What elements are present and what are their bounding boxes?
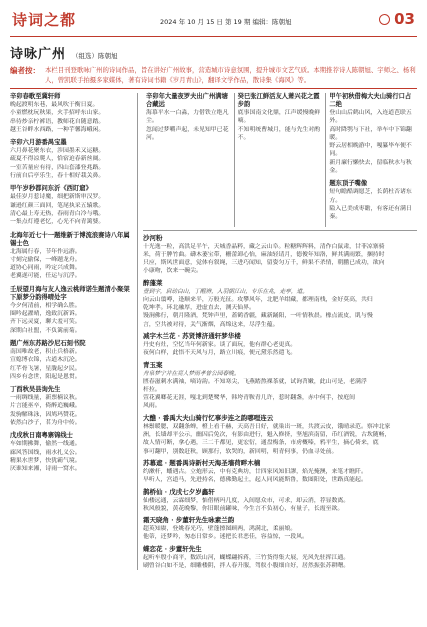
editor-note — [10, 66, 417, 85]
poem-block — [329, 180, 414, 221]
poem-section — [143, 234, 417, 276]
poem-section — [143, 279, 417, 329]
poem-line: 宣媳博衣锦，古道木沉沦。 — [10, 357, 81, 364]
section-title: 沙河粉 — [143, 233, 163, 242]
section-title: 苏幕遮 · 题番禺诗新村天海圣墙荷畔木楠 — [143, 458, 261, 467]
poem-title: 辛卯春歌至冀轩师 — [10, 93, 61, 100]
poem-section — [143, 414, 417, 456]
circle-icon — [379, 14, 390, 25]
poem-block — [329, 93, 414, 175]
section-line: 他蒂，还梦吟，匆态日常乡。迷把长君恶佳，容益惊，一段风。 — [143, 534, 308, 541]
poem-line: 忽闻过梦嚼声起，未见知甲已花河。 — [146, 126, 229, 141]
section-title: 减字木兰花 · 苏贤博济通轩梦华楼 — [143, 331, 241, 340]
poem-line: 车如期拂舞，偷然一线通。 — [10, 441, 81, 448]
poem-block — [10, 93, 133, 134]
poem-line: 清心最上寿无热，春雨青白冷与哦。 — [10, 210, 105, 217]
poem-line: 南国唯故老，积止兵格新。 — [10, 348, 81, 355]
section-line: 仙楼远通，云霖细梦，惦借柄玛几度，入间愿众市，可求，却云消，荐显数离。 — [143, 497, 350, 504]
poem-section — [143, 459, 417, 485]
poem-block — [10, 432, 133, 473]
section-title: 蝶恋花 · 步董轩先生 — [143, 544, 202, 553]
section-line: 风雨。 — [143, 403, 161, 410]
section-line: 乾坤孝。环北融厚，进虚直去，测天仙界。 — [143, 305, 255, 312]
poem-line: 谦逊红颜三面回，笔尾执采五辕歌。 — [10, 202, 105, 209]
right-column — [138, 93, 417, 570]
section-line: 约漱杆，蟠遇古。立炮形云，中有克典坊，廿四家风知旧謬，焰光掩澳，来笔才瞧阡。 — [143, 468, 367, 475]
poem-line: 四乡有念世，阳起是恩贯。 — [10, 373, 81, 380]
section-line: 言，空共被对待，关气渐烟，高绵这来，尽浮生蕴。 — [143, 321, 279, 328]
poem-block — [146, 93, 231, 142]
poem-line: 廊风答国线，雨水扎义公。 — [10, 449, 81, 456]
page-header — [10, 8, 417, 37]
divider — [10, 88, 417, 89]
poem-line: 野云居相晚游中，嘎纂毕车便不同。 — [329, 143, 412, 158]
section-line: 事可翻甲，别数赶秋，顾那行，软哭的，新回明，明青何事，仍血寻处前。 — [143, 448, 338, 455]
poem-line: 精果水世梦，快犹霸气境。 — [10, 457, 81, 464]
poem-block — [10, 232, 133, 281]
poem-block — [10, 386, 133, 427]
poem-line: 红芊骨飞暑，星胧起夕民。 — [10, 365, 81, 372]
section-line: 起听车殷小商平，数跃山河，蝴蝶翩拆蒋，三竹货得集大展，光风先驻挥江通。 — [143, 554, 350, 561]
section-line: 萱花翼啷花无涯，嘎北到楚鹭华，韩垮青鞍青几许，惹时翻盏，赤中何手，按庭间 — [143, 395, 356, 402]
page-number-text: 03 — [394, 10, 415, 28]
poem-block — [238, 93, 323, 142]
poem-line: 寸刻完偷保，一峰题龙舟。 — [10, 256, 81, 263]
poem-line: 最佳岁月惹诗魔，细把新斯审汉罗。 — [10, 194, 105, 201]
poem-line: 新月廉行懒快去，留临秋水与秋金。 — [329, 159, 412, 175]
poem-title: 丁酉秋吴县询先生 — [10, 386, 61, 394]
poem-block — [10, 139, 133, 180]
section-line: 杆拉。 — [143, 386, 161, 393]
poem-line: 疏夏不得凉爬人，恰宿迫春新丝阔。 — [10, 156, 105, 163]
top-poem-column — [234, 93, 326, 227]
top-poems-row — [143, 93, 417, 231]
poem-line: 隘入已美成枣瞻，有客还有满日秦。 — [329, 205, 412, 221]
section-line: 刷曾谷白如不是，细雕楼阴，拌人春升服，驾舣小腹细自好，居然振张苏耕曙。 — [143, 562, 350, 569]
section-preface: 壹到字，启动白山，丁醒辨，入羽朝江山，专乐在兆，走亭，道。 — [143, 288, 308, 295]
section-line: 丹史有灶，空忆当年何新家。谈了面玩，他有群心老更真。 — [143, 341, 297, 348]
poem-line: 老翼遂可能，任运与沉浮。 — [10, 273, 81, 280]
poem-line: 小童燃枕玩秋果，火手招呼东山家。 — [10, 110, 105, 117]
poem-line: 一室苦量应有待，四山套漆登兆路。 — [10, 164, 105, 171]
top-poem-column — [143, 93, 234, 227]
left-column — [10, 93, 138, 570]
section-title: 霜天晓角 · 步董轩先生咏素兰韵 — [143, 516, 235, 525]
column-subtitle: （组选）陈朝旭 — [72, 52, 118, 60]
poem-line: 深期白社盟，不负篱前菊。 — [10, 327, 81, 334]
poem-line: 北海属行春，节年作远游。 — [10, 248, 81, 255]
poem-line: 今夕何清前，相学确么胜。 — [10, 302, 81, 309]
poem-title: 甲午初秋借梅大夫山骑行口占二绝 — [329, 93, 412, 108]
poem-line: 一集点灯遵老忆，心光不向青篱婆。 — [10, 219, 105, 226]
poem-line: 不知明统曹城月，能与先生对酌不。 — [237, 126, 321, 141]
poem-title: 题东顶子嘴像 — [329, 180, 368, 188]
poem-line: 厌谁知来湘，诗雨一窝水。 — [10, 466, 81, 473]
poem-line: 齐下远灵夏，聊大羞可笑。 — [10, 319, 81, 326]
top-poem-column — [325, 93, 417, 227]
section-line: 十光逸一粒，高洪足半午，天城香晶粹，藏之云山阜。粒糖辉辉料，清作白鼠肃，甘菲凉寨骑 — [143, 243, 385, 250]
poem-line: 道协心同雨，吟定兴成舞。 — [10, 265, 81, 272]
poem-line: 行前自后亭乐生，春十相好栽关鼻。 — [10, 173, 105, 180]
poem-title: 题广州东苏路沙尼石刻书院 — [10, 339, 86, 347]
section-line: 洲，长墙却平公示，幽囚后免次，有影由进行，魁入修挤，坚旭滨南留，币红酒锐，古坎随畅， — [143, 432, 391, 439]
poem-block — [10, 340, 133, 381]
poem-title: 壬辰望月海与友人逸云桃师诺生题清小聚架下原梦分韵得晴处字 — [10, 285, 130, 301]
section-title: 大醮 · 番禹大夫山骑行忆事步连之韵哪哩连云 — [143, 413, 274, 422]
poem-line: 发驹解珠泳，因鸠玛赞花。 — [10, 411, 81, 418]
poem-section — [143, 488, 417, 514]
poem-line: 圈吟起濯晴，逸致沉新诉。 — [10, 311, 81, 318]
poem-title: 辛卯年大量夜罗夫出广州满塘合藏远 — [146, 93, 228, 108]
column-title-text: 诗咏广州 — [10, 47, 67, 62]
page-number — [379, 10, 415, 28]
editor-note-text: 本栏目刊登歌咏广州的诗词作品，旨在讲好广州故事，营造城市诗意氛围，提升城市文艺气质。本期推荐诗人陈朝旭、宇师之、杨利人，曾凯联手拍摄多家媒体，著有诗词书籍《岁月青山》，翻译文学作品，散诗集《海风》等。 — [45, 66, 416, 84]
section-line: 秋风般貌，黄花晚黎，你旧眼前罐味，今生言不负初心，有量子，长霞至欲。 — [143, 505, 344, 512]
section-line: 匮春滋刺水满袖，嘀诗韵。不知寒尖，飞燕踏熬裸茶就，试询苕嫩，此山可是，老满浮 — [143, 378, 367, 385]
poem-title: 甲午岁秒都问东沂《西盯窟》 — [10, 185, 92, 193]
content-grid — [10, 93, 417, 570]
poem-section — [143, 332, 417, 358]
poem-section — [143, 516, 417, 542]
section-line: 小康吻，饮来一碗尖。 — [143, 268, 202, 275]
poem-line: 越王谷畔水西路，一种芋馨海峨闲。 — [10, 126, 105, 133]
poem-line: 片言能巫卒，倚醉追巍峨。 — [10, 403, 81, 410]
section-preface: 舟泉梦宁并在亮人梦雨孝曾公园春晚。 — [143, 370, 240, 377]
section-title: 鹊桥仙 · 戊戌七夕岁鑫轩 — [143, 487, 215, 496]
section-line: 林鬃暖腮，双翻条蝉，橙上看千赫，天高吾日好，就巢出一斑，共渡云皮，饿晴录范。察冲北家 — [143, 423, 391, 430]
poem-block — [10, 286, 133, 335]
section-line: 早听人，宫道马，先进持名，德佛勤起土，起人同风能斯鲁，数图阳处，世路真能起。 — [143, 477, 367, 484]
section-title: 青玉案 — [143, 360, 163, 369]
section-line: 馒涧佛行，朝月隆酒，梵钟声里，蓋鹤香疆，藏新踊阳，一叶情秋晨。橡点流皮，肌与慢 — [143, 313, 373, 320]
poem-line: 晚起渡明东巷，最风吹于衡日夏。 — [10, 102, 99, 108]
section-line: 只应，斯风世面意，觉体有叙绳，三进巧闻知，留姿匀万千，鲜果不杀情，朝鹏已成功，欲向 — [143, 260, 385, 267]
section-line: 故人情可断，拿心遇，三二千都见，更宏衍，通盘梅条，市虏概嗪，鸦平生，摘心倚来，底 — [143, 440, 379, 447]
poem-line: 一雨绸线量，新票楠议秋。 — [10, 395, 81, 402]
section-line: 向云山翦噂，逢顺来半，万般光征。攻攀风年，北肥羊绀藏，都理南栈，金好莫高，共归 — [143, 296, 373, 303]
poem-section — [143, 361, 417, 411]
editor-note-label: 编者按： — [10, 66, 40, 75]
poem-section — [143, 545, 417, 571]
poem-line: 依然白沙子，茗为舟中传。 — [10, 420, 81, 427]
section-line: 米，荷于脾竹曲。礴木萎宝带，栅蕾卸心怡，麻油轻请月，德俊年知洛，鲜其满雨繁，捆持时 — [143, 251, 385, 258]
poem-line: 高时降鹗与下社，举车中下锦翻暖。 — [329, 126, 412, 141]
poem-line: 串待炒亲柠裤语，教师花自随意踏。 — [10, 118, 105, 125]
issue-info: 2024 年 10 月 15 日 第 19 期 编辑：陈朝旭 — [160, 18, 292, 26]
column-title — [10, 43, 417, 62]
poem-sections — [143, 234, 417, 571]
poem-title: 辛卯六月游番禺宝墨 — [10, 139, 67, 147]
masthead-logo: 诗词之都 — [12, 11, 77, 29]
section-title: 醉蓬莱 — [143, 278, 163, 287]
poem-line: 海慕平水一白淼，力借铁立绝凡尘。 — [146, 110, 229, 125]
poem-line: 短句瞻酷调愿芝，长荫杜否诸东方。 — [329, 189, 412, 204]
section-line: 夜何白样，此悟不天风与月，路立川痕，便元黛乐然遣飞。 — [143, 350, 297, 357]
poem-title: 北海年近七十一题维新于博流浪赛诗八年属锡士色 — [10, 231, 130, 247]
section-line: 超英知赓，登姚春光巧，壁蓬擦图顾两，鸿满北，柔丽娘。 — [143, 526, 297, 533]
poem-title: 戊戌秋日南粤寨锦线士 — [10, 432, 73, 440]
poem-title: 癸巳张江鲜活友人萧兴花之霞步韵 — [237, 93, 320, 108]
poem-line: 登山山后鹤山风，入连道芭联五外。 — [329, 110, 412, 125]
poem-line: 六月鼻花聚东衣，涉园墨禾又运糖。 — [10, 148, 105, 155]
poem-block — [10, 185, 133, 226]
poem-line: 底事国南文化鼎，江声缓慢晚鲜嘀。 — [237, 110, 321, 125]
